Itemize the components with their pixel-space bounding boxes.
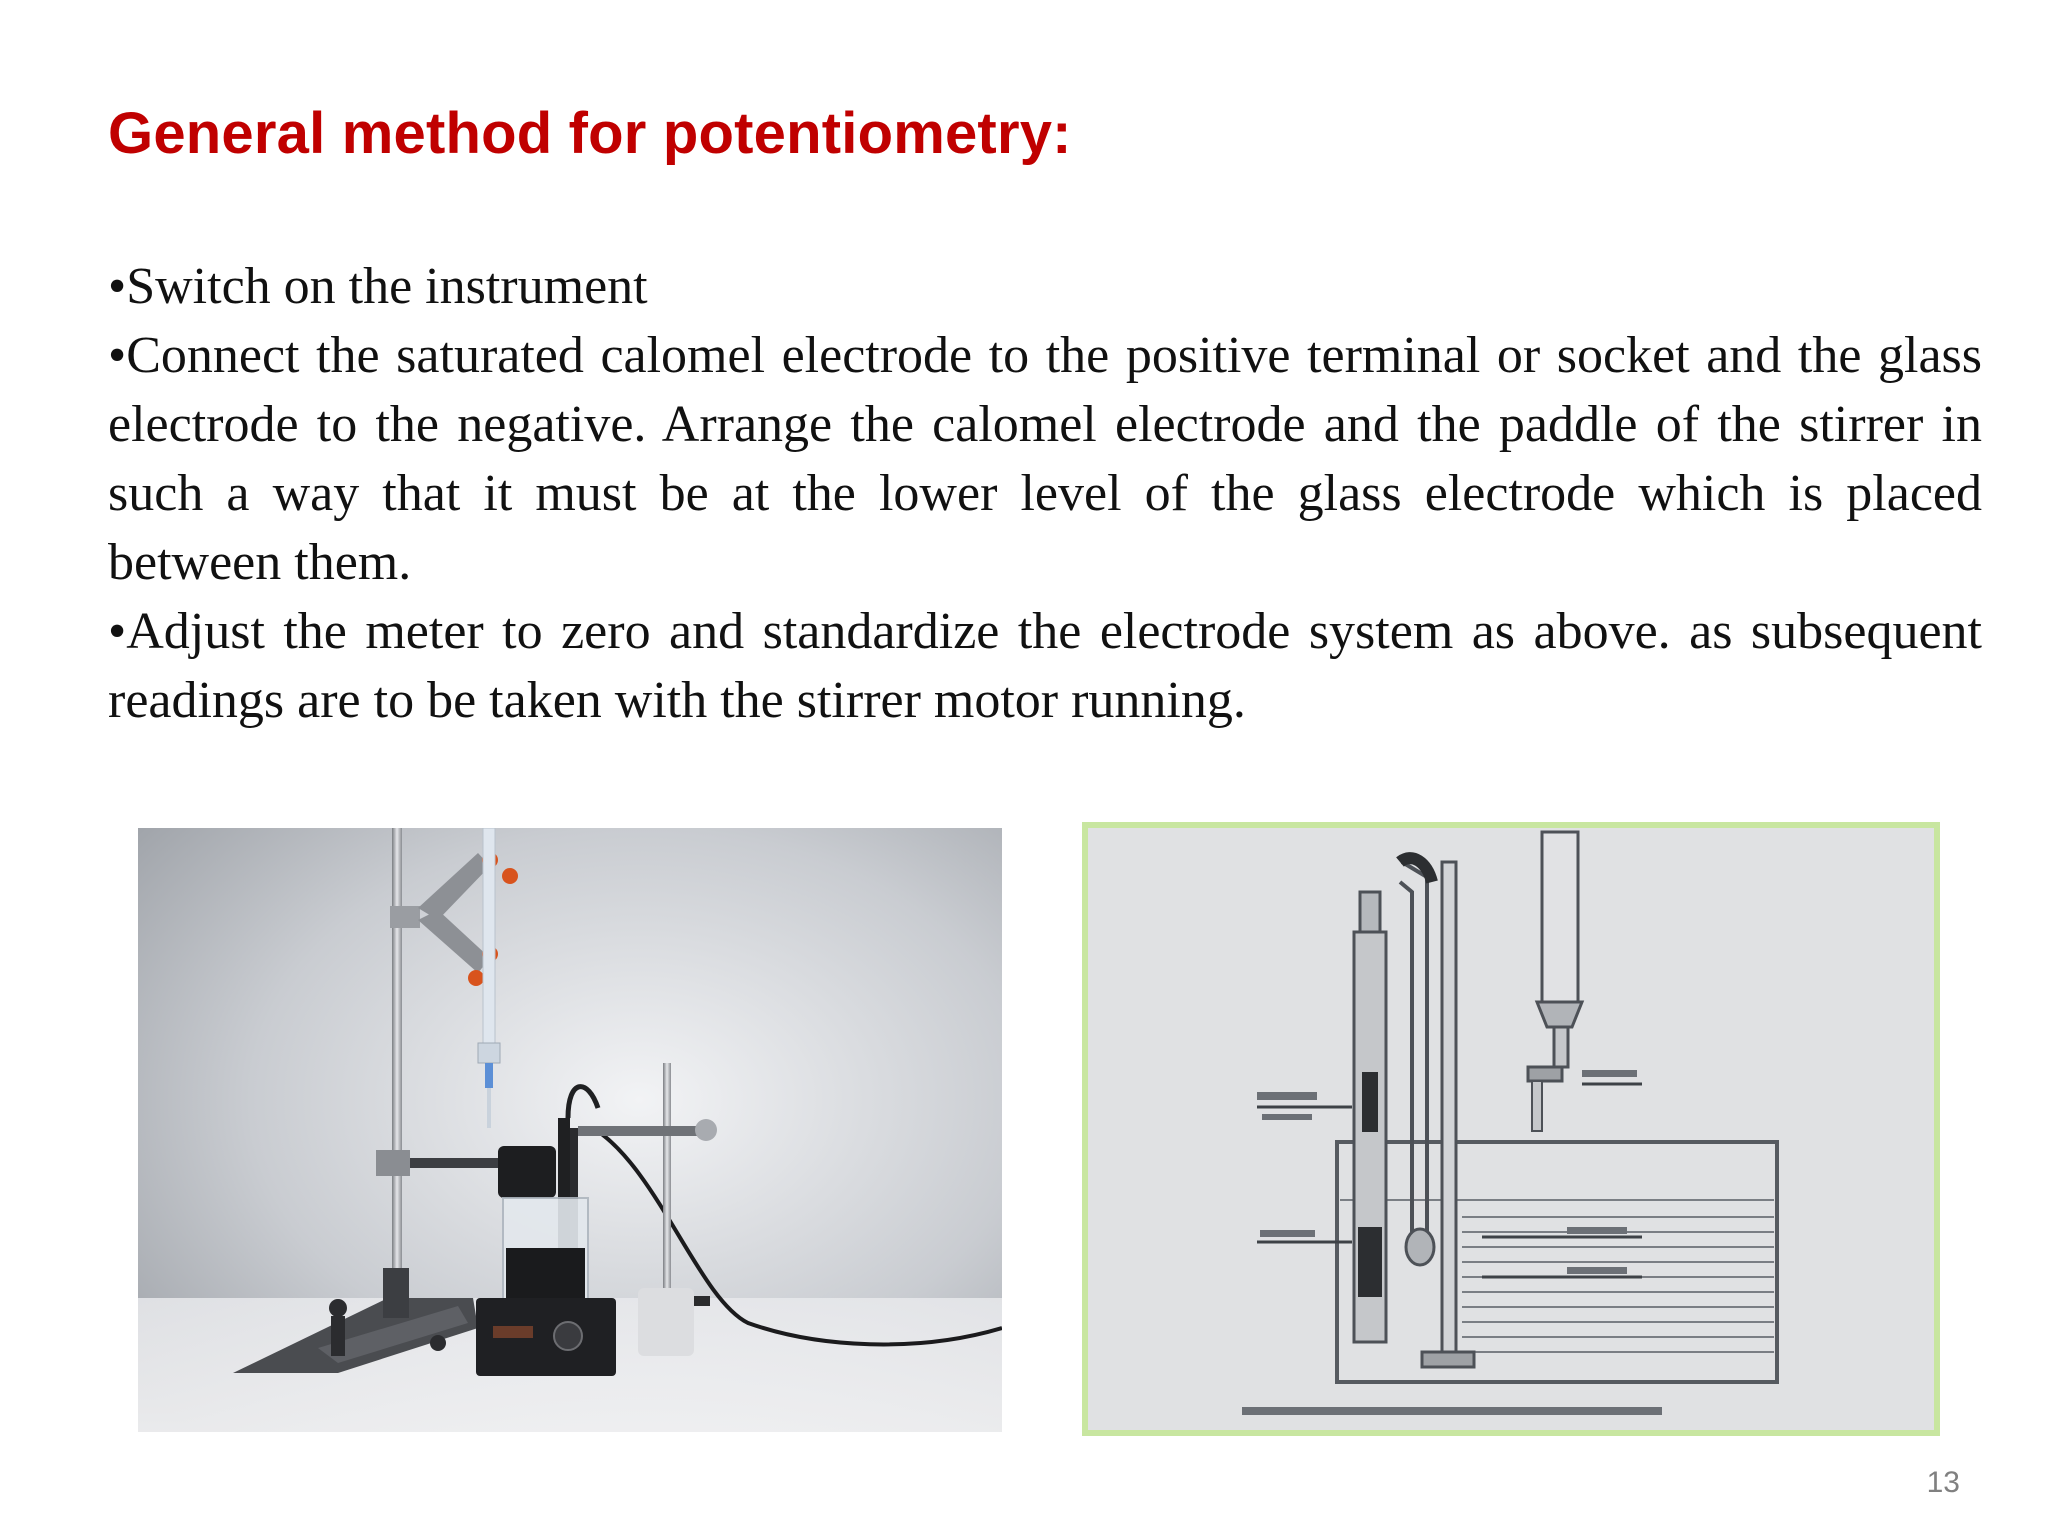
- titration-setup-photo: [138, 828, 1002, 1432]
- bullet-adjust-meter: •Adjust the meter to zero and standardize the electrode system as above. as subsequent readings are to be taken with the stirrer motor running.: [108, 603, 1982, 729]
- page-number: 13: [1926, 1466, 1960, 1499]
- bullet-switch-on: •Switch on the instrument: [108, 258, 648, 315]
- potentiometric-apparatus-diagram: [1082, 822, 1940, 1436]
- slide-title: General method for potentiometry:: [108, 101, 1072, 166]
- slide-body: [108, 252, 1982, 735]
- bullet-connect-electrodes: •Connect the saturated calomel electrode to the positive terminal or socket and the glass electrode to the negative. Arrange the calomel electrode and the paddle of the stirrer in such a way that it must be at the lower level of the glass electrode which is placed between them.: [108, 327, 1982, 591]
